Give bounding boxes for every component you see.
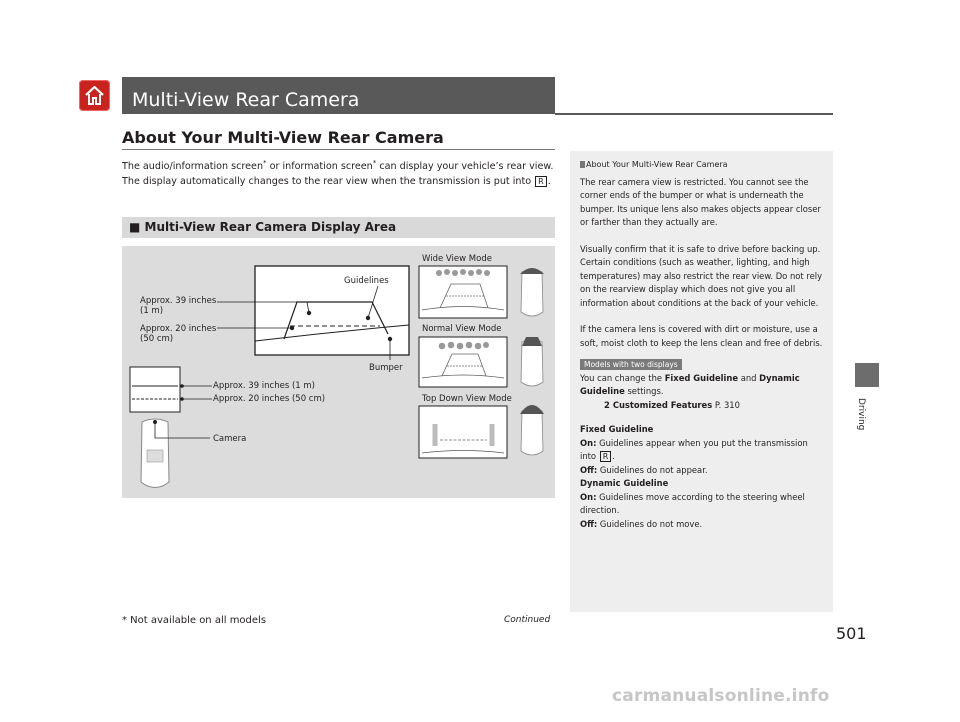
guidelines-label: Guidelines xyxy=(344,276,389,286)
sidebar-heading: About Your Multi-View Rear Camera xyxy=(578,158,825,172)
section-heading: About Your Multi-View Rear Camera xyxy=(122,128,444,147)
sidebar-paragraph: Visually confirm that it is safe to drive before backing up. Certain conditions (such as weather, lighting, and high temperatures) may also restrict the rear view. Do not rely on the rearview display which does not give you all information about conditions at the back of your vehicle. xyxy=(580,243,823,308)
customized-features-link[interactable]: 2 Customized Features P. 310 xyxy=(604,399,740,410)
title-rule xyxy=(555,113,833,115)
reverse-key-icon: R xyxy=(535,176,547,187)
normal-view-label: Normal View Mode xyxy=(422,324,502,334)
sidebar-paragraph: If the camera lens is covered with dirt or moisture, use a soft, moist cloth to keep the lens clean and free of debris. xyxy=(580,324,823,348)
sidebar-paragraph: The rear camera view is restricted. You cannot see the corner ends of the bumper or what is underneath the bumper. Its unique lens also makes objects appear closer or farther than they actually are. xyxy=(580,176,821,227)
wide-view-illustration xyxy=(419,266,544,318)
approx-39-full-label: Approx. 39 inches (1 m) xyxy=(213,381,315,391)
footnote: * Not available on all models xyxy=(122,615,267,626)
models-badge: Models with two displays xyxy=(580,359,682,370)
fixed-guideline-block: Fixed Guideline On: Guidelines appear when you put the transmission into R . Off: Guidelines do not appear. Dynamic Guideline On: Guidelines move according to the steering wheel direction. Off: Guidelines do not move. xyxy=(580,424,808,529)
approx-39-label: Approx. 39 inches (1 m) xyxy=(140,296,217,316)
intro-paragraph: The audio/information screen* or information screen* can display your vehicle’s rear view. The display automatically changes to the rear view when the transmission is put into R . xyxy=(122,159,554,188)
continued-label: Continued xyxy=(504,615,551,625)
normal-view-illustration xyxy=(419,337,543,387)
page-number: 501 xyxy=(836,624,867,643)
top-down-view-illustration xyxy=(419,405,544,458)
guideline-settings-text: You can change the Fixed Guideline and Dynamic Guideline settings. xyxy=(580,372,800,396)
reference-marker-icon xyxy=(580,161,585,168)
section-rule xyxy=(122,149,555,150)
home-button[interactable] xyxy=(79,80,110,111)
page-title: Multi-View Rear Camera xyxy=(122,77,555,114)
subsection-heading: ■ Multi-View Rear Camera Display Area xyxy=(122,217,555,238)
home-icon xyxy=(83,84,106,107)
camera-label: Camera xyxy=(213,434,247,444)
bumper-label: Bumper xyxy=(369,363,403,373)
watermark: carmanualsonline.info xyxy=(612,686,830,706)
reference-arrow-icon: 2 xyxy=(604,399,610,410)
distance-illustration xyxy=(130,367,212,488)
chapter-tab-label: Driving xyxy=(856,398,866,431)
top-down-view-label: Top Down View Mode xyxy=(422,394,512,404)
approx-20-full-label: Approx. 20 inches (50 cm) xyxy=(213,394,326,404)
reverse-key-icon: R xyxy=(600,451,612,462)
approx-20-label: Approx. 20 inches (50 cm) xyxy=(140,324,217,344)
camera-diagram xyxy=(122,246,555,498)
wide-view-label: Wide View Mode xyxy=(422,254,492,264)
chapter-tab[interactable] xyxy=(855,363,879,387)
sidebar-notes xyxy=(570,151,833,612)
